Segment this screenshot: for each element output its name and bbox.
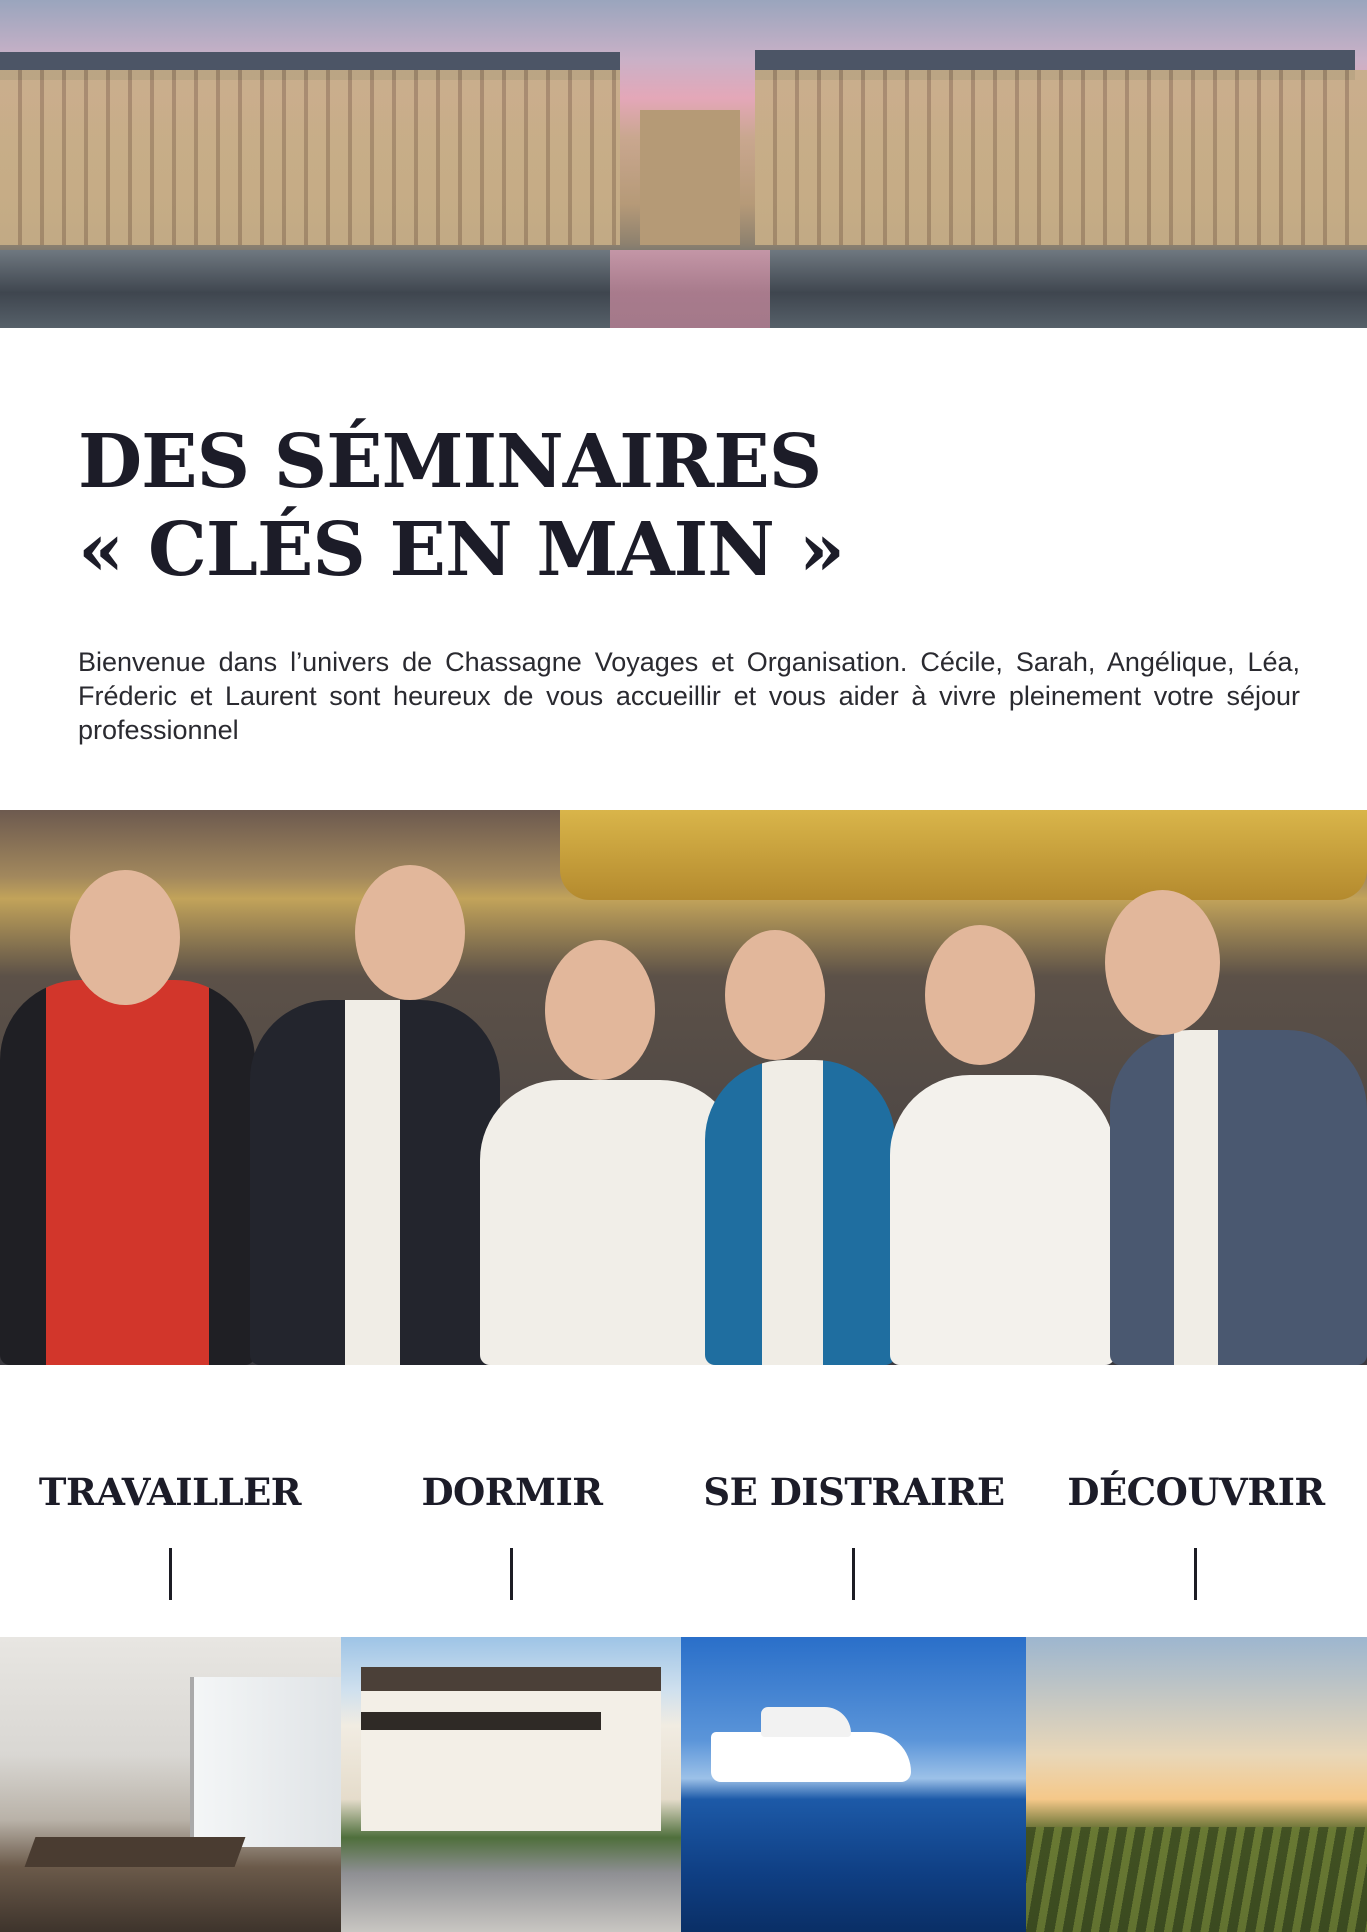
meeting-room-photo <box>0 1637 341 1932</box>
person-5-head <box>925 925 1035 1065</box>
team-photo <box>0 810 1367 1365</box>
page-title <box>78 418 978 594</box>
person-6-head <box>1105 890 1220 1035</box>
team-photo-yellow-awning <box>560 810 1367 900</box>
vineyard-photo <box>1026 1637 1367 1932</box>
hotel-photo <box>341 1637 681 1932</box>
page-title-line-1: DES SÉMINAIRES <box>78 419 822 505</box>
category-se-distraire: SE DISTRAIRE <box>703 1470 1005 1514</box>
hero-pink-reflection <box>610 250 770 328</box>
person-3 <box>480 1080 740 1365</box>
divider-tick-1 <box>169 1548 172 1600</box>
hero-photo-bordeaux <box>0 0 1367 328</box>
yacht-photo <box>681 1637 1026 1932</box>
person-2-head <box>355 865 465 1000</box>
person-3-head <box>545 940 655 1080</box>
person-4-head <box>725 930 825 1060</box>
yacht-cabin <box>761 1707 851 1737</box>
divider-tick-2 <box>510 1548 513 1600</box>
category-dormir: DORMIR <box>421 1470 603 1514</box>
meeting-room-window <box>190 1677 341 1847</box>
meeting-room-table <box>25 1837 246 1867</box>
hero-building-center <box>640 110 740 245</box>
yacht-hull <box>711 1732 911 1782</box>
divider-tick-4 <box>1194 1548 1197 1600</box>
category-travailler: TRAVAILLER <box>38 1470 302 1514</box>
hero-building-right <box>755 70 1367 245</box>
person-1-head <box>70 870 180 1005</box>
intro-paragraph: Bienvenue dans l’univers de Chassagne Voyages et Organisation. Cécile, Sarah, Angélique, Léa, Fréderic et Laurent sont heureux de vous accueillir et vous aider à vivre pleinement votre séjour professionnel <box>78 647 1300 745</box>
person-1 <box>0 980 255 1365</box>
person-5 <box>890 1075 1115 1365</box>
person-2 <box>250 1000 500 1365</box>
page-title-line-2: « CLÉS EN MAIN » <box>78 507 844 593</box>
hotel-building <box>361 1667 661 1831</box>
hotel-balcony <box>361 1712 601 1730</box>
divider-tick-3 <box>852 1548 855 1600</box>
person-4 <box>705 1060 895 1365</box>
hero-building-left <box>0 70 620 245</box>
vineyard-rows <box>1026 1827 1367 1932</box>
person-6 <box>1110 1030 1367 1365</box>
category-decouvrir: DÉCOUVRIR <box>1067 1470 1325 1514</box>
